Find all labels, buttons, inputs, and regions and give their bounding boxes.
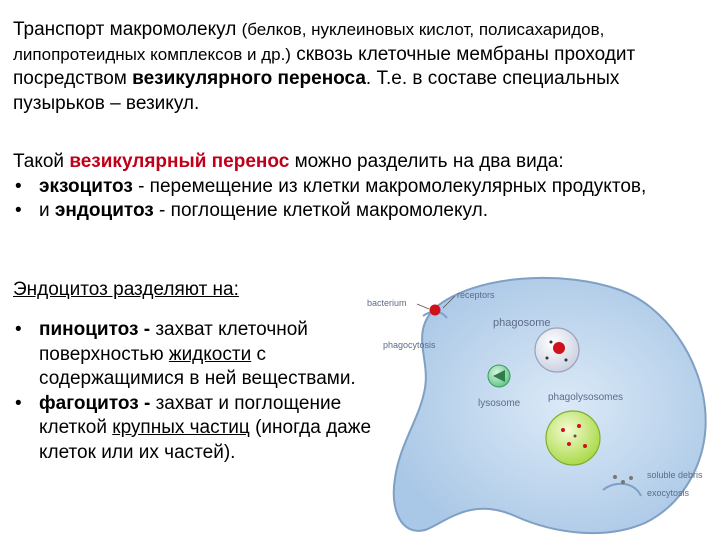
label-lysosome: lysosome [478, 398, 521, 409]
paragraph-transport-types [13, 150, 703, 224]
list-item-exocytosis [13, 175, 703, 200]
text: можно разделить на два вида: [289, 151, 564, 172]
text: - поглощение клеткой макромолекул. [153, 200, 488, 221]
term-pinocytosis: пиноцитоз - [39, 319, 151, 340]
bacterium-dot [430, 305, 441, 316]
text: Такой [13, 151, 70, 172]
list-item-endocytosis [13, 199, 703, 224]
label-phagosome: phagosome [493, 317, 551, 329]
exocytosis-particle [621, 480, 625, 484]
phagolysosome-vesicle [546, 411, 600, 465]
term-vesicular-transfer: везикулярный перенос [69, 151, 290, 172]
endocytosis-list [13, 318, 398, 465]
phagocytosis-diagram [365, 268, 715, 540]
debris-particle [583, 444, 587, 448]
underlined-liquid: жидкости [168, 343, 252, 365]
phagosome-bacterium [553, 342, 565, 354]
term-vesicular-transport: везикулярного переноса [132, 68, 366, 89]
text: захват клеточной поверхностью [39, 319, 308, 365]
text: . Т.е. в составе специальных пузырьков – везикул. [13, 68, 620, 114]
underlined-large-particles: крупных частиц [112, 417, 250, 438]
term-endocytosis: эндоцитоз [54, 200, 154, 221]
particle [550, 341, 553, 344]
text: - перемещение из клетки макромолекулярных продуктов, [132, 175, 647, 197]
endocytosis-heading: Эндоцитоз разделяют на: [13, 279, 239, 300]
label-phagolysosomes: phagolysosomes [548, 392, 624, 403]
list-item-pinocytosis [13, 318, 398, 392]
list-item-phagocytosis [13, 392, 398, 466]
debris-particle [574, 435, 577, 438]
paragraph-vesicular-transport [13, 18, 703, 116]
bacterium-pointer [417, 304, 429, 309]
debris-particle [577, 424, 581, 428]
text: Транспорт макромолекул [13, 19, 242, 40]
exocytosis-particle [629, 476, 633, 480]
text: (иногда даже клеток или их частей). [39, 417, 372, 463]
term-exocytosis: экзоцитоз [39, 175, 133, 197]
label-soluble-debris: soluble debris [647, 470, 703, 480]
particle [565, 359, 568, 362]
transport-type-list [13, 175, 703, 224]
exocytosis-particle [613, 475, 617, 479]
debris-particle [561, 428, 565, 432]
label-exocytosis: exocytosis [647, 488, 690, 498]
particle [546, 357, 549, 360]
label-bacterium: bacterium [367, 298, 407, 308]
paragraph-intro [13, 150, 703, 175]
label-receptors: receptors [457, 290, 495, 300]
text: сквозь клеточные мембраны проходит посредством [13, 43, 636, 89]
term-phagocytosis: фагоцитоз - [39, 392, 151, 414]
text: с содержащимися в ней веществами. [39, 343, 356, 389]
endocytosis-types [13, 318, 398, 465]
label-phagocytosis: phagocytosis [383, 340, 436, 350]
text-macromolecule-list: (белков, нуклеиновых кислот, полисахаридов, липопротеидных комплексов и др.) [13, 20, 605, 64]
debris-particle [567, 442, 571, 446]
text: и [39, 200, 55, 221]
text: захват и поглощение клеткой [39, 392, 342, 438]
